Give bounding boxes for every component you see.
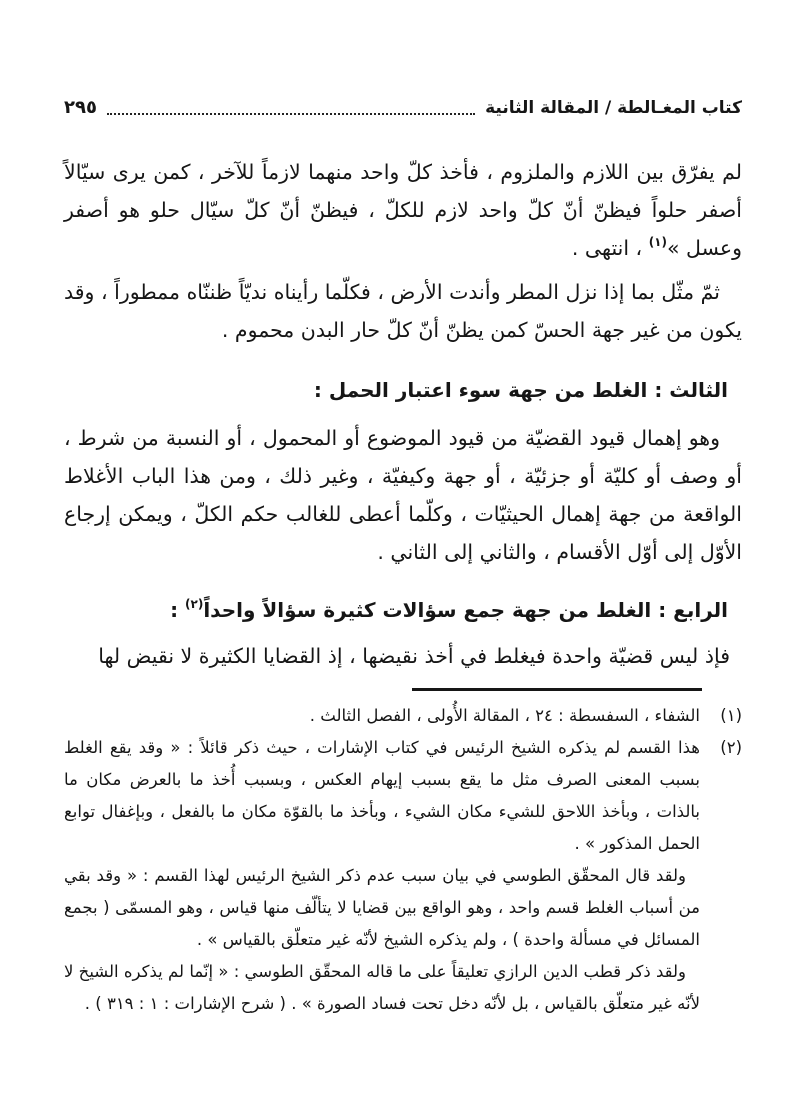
footnote-separator-rule	[412, 688, 702, 691]
paragraph: ثمّ مثّل بما إذا نزل المطر وأندت الأرض ، فكلّما رأيناه نديّاً ظننّاه ممطوراً ، وقد يكون من غير جهة الحسّ كمن يظنّ أنّ كلّ حار البدن محموم .	[64, 280, 742, 342]
footnote-1-body	[64, 700, 700, 732]
section-heading-fourth	[64, 595, 742, 625]
paragraph-text: لم يفرّق بين اللازم والملزوم ، فأخذ كلّ واحد منهما لازماً للآخر ، كمن يرى سيّالاً أصفر حلواً فيظنّ أنّ كلّ واحد لازم للكلّ ، فيظنّ أنّ كلّ سيّال حلو هو أصفر وعسل »	[64, 160, 742, 260]
footnote-ref-2: (٢)	[185, 597, 204, 611]
footnotes-block	[64, 700, 742, 1020]
footnote-2-body	[64, 732, 700, 1020]
heading-text: الثالث : الغلط من جهة سوء اعتبار الحمل :	[313, 378, 728, 402]
footnote-2-paragraph: هذا القسم لم يذكره الشيخ الرئيس في كتاب الإشارات ، حيث ذكر قائلاً : « وقد يقع الغلط بسبب المعنى الصرف مثل ما يقع بسبب إيهام العكس ، وبسبب أُخذ ما بالعرض مكان ما بالذات ، وبأخذ اللاحق للشيء مكان الشيء ، وبأخذ ما بالقوّة مكان ما بالفعل ، وبإغفال توابع الحمل المذكور » .	[64, 738, 700, 853]
footnote-1-marker: (١)	[720, 706, 742, 725]
dots-leader	[107, 113, 475, 115]
section-heading-third	[64, 375, 742, 405]
page-number: ٢٩٥	[64, 97, 97, 118]
footnote-ref-1: (١)	[648, 235, 667, 249]
running-header	[64, 96, 742, 120]
footnote-2-marker: (٢)	[720, 738, 742, 757]
heading-text: :	[170, 598, 186, 622]
paragraph: وهو إهمال قيود القضيّة من قيود الموضوع أو المحمول ، أو النسبة من شرط ، أو وصف أو كليّة أو جزئيّة ، أو جهة وكيفيّة ، وغير ذلك ، ومن هذا الباب الأغلاط الواقعة من جهة إهمال الحيثيّات ، وكلّما أعطى للغالب حكم الكلّ ، ويمكن إرجاع الأوّل إلى أوّل الأقسام ، والثاني إلى الثاني .	[64, 426, 742, 564]
paragraph-text: ، انتهى .	[571, 236, 649, 260]
main-text	[64, 153, 742, 675]
footnote-1-text: الشفاء ، السفسطة : ٢٤ ، المقالة الأُولى ، الفصل الثالث .	[309, 706, 700, 725]
paragraph-continuation	[64, 153, 742, 267]
heading-text: الرابع : الغلط من جهة جمع سؤالات كثيرة سؤالاً واحداً	[203, 598, 728, 622]
chapter-title: كتاب المغـالطة / المقالة الثانية	[485, 98, 742, 118]
footnote-2-paragraph: ولقد ذكر قطب الدين الرازي تعليقاً على ما قاله المحقّق الطوسي : « إنّما لم يذكره الشيخ لا لأنّه غير متعلّق بالقياس ، بل لأنّه دخل تحت فساد الصورة » . ( شرح الإشارات : ١ : ٣١٩ ) .	[64, 962, 700, 1013]
footnote-2-paragraph: ولقد قال المحقّق الطوسي في بيان سبب عدم ذكر الشيخ الرئيس لهذا القسم : « وقد بقي من أسباب الغلط قسم واحد ، وهو الواقع بين قضايا لا يتألّف منها قياس ، وهو المسمّى ( بجمع المسائل في مسألة واحدة ) ، ولم يذكره الشيخ لأنّه غير متعلّق بالقياس » .	[64, 866, 700, 949]
footnote-2	[64, 732, 742, 1020]
paragraph: فإذ ليس قضيّة واحدة فيغلط في أخذ نقيضها ، إذ القضايا الكثيرة لا نقيض لها	[98, 644, 730, 668]
footnote-1	[64, 700, 742, 732]
